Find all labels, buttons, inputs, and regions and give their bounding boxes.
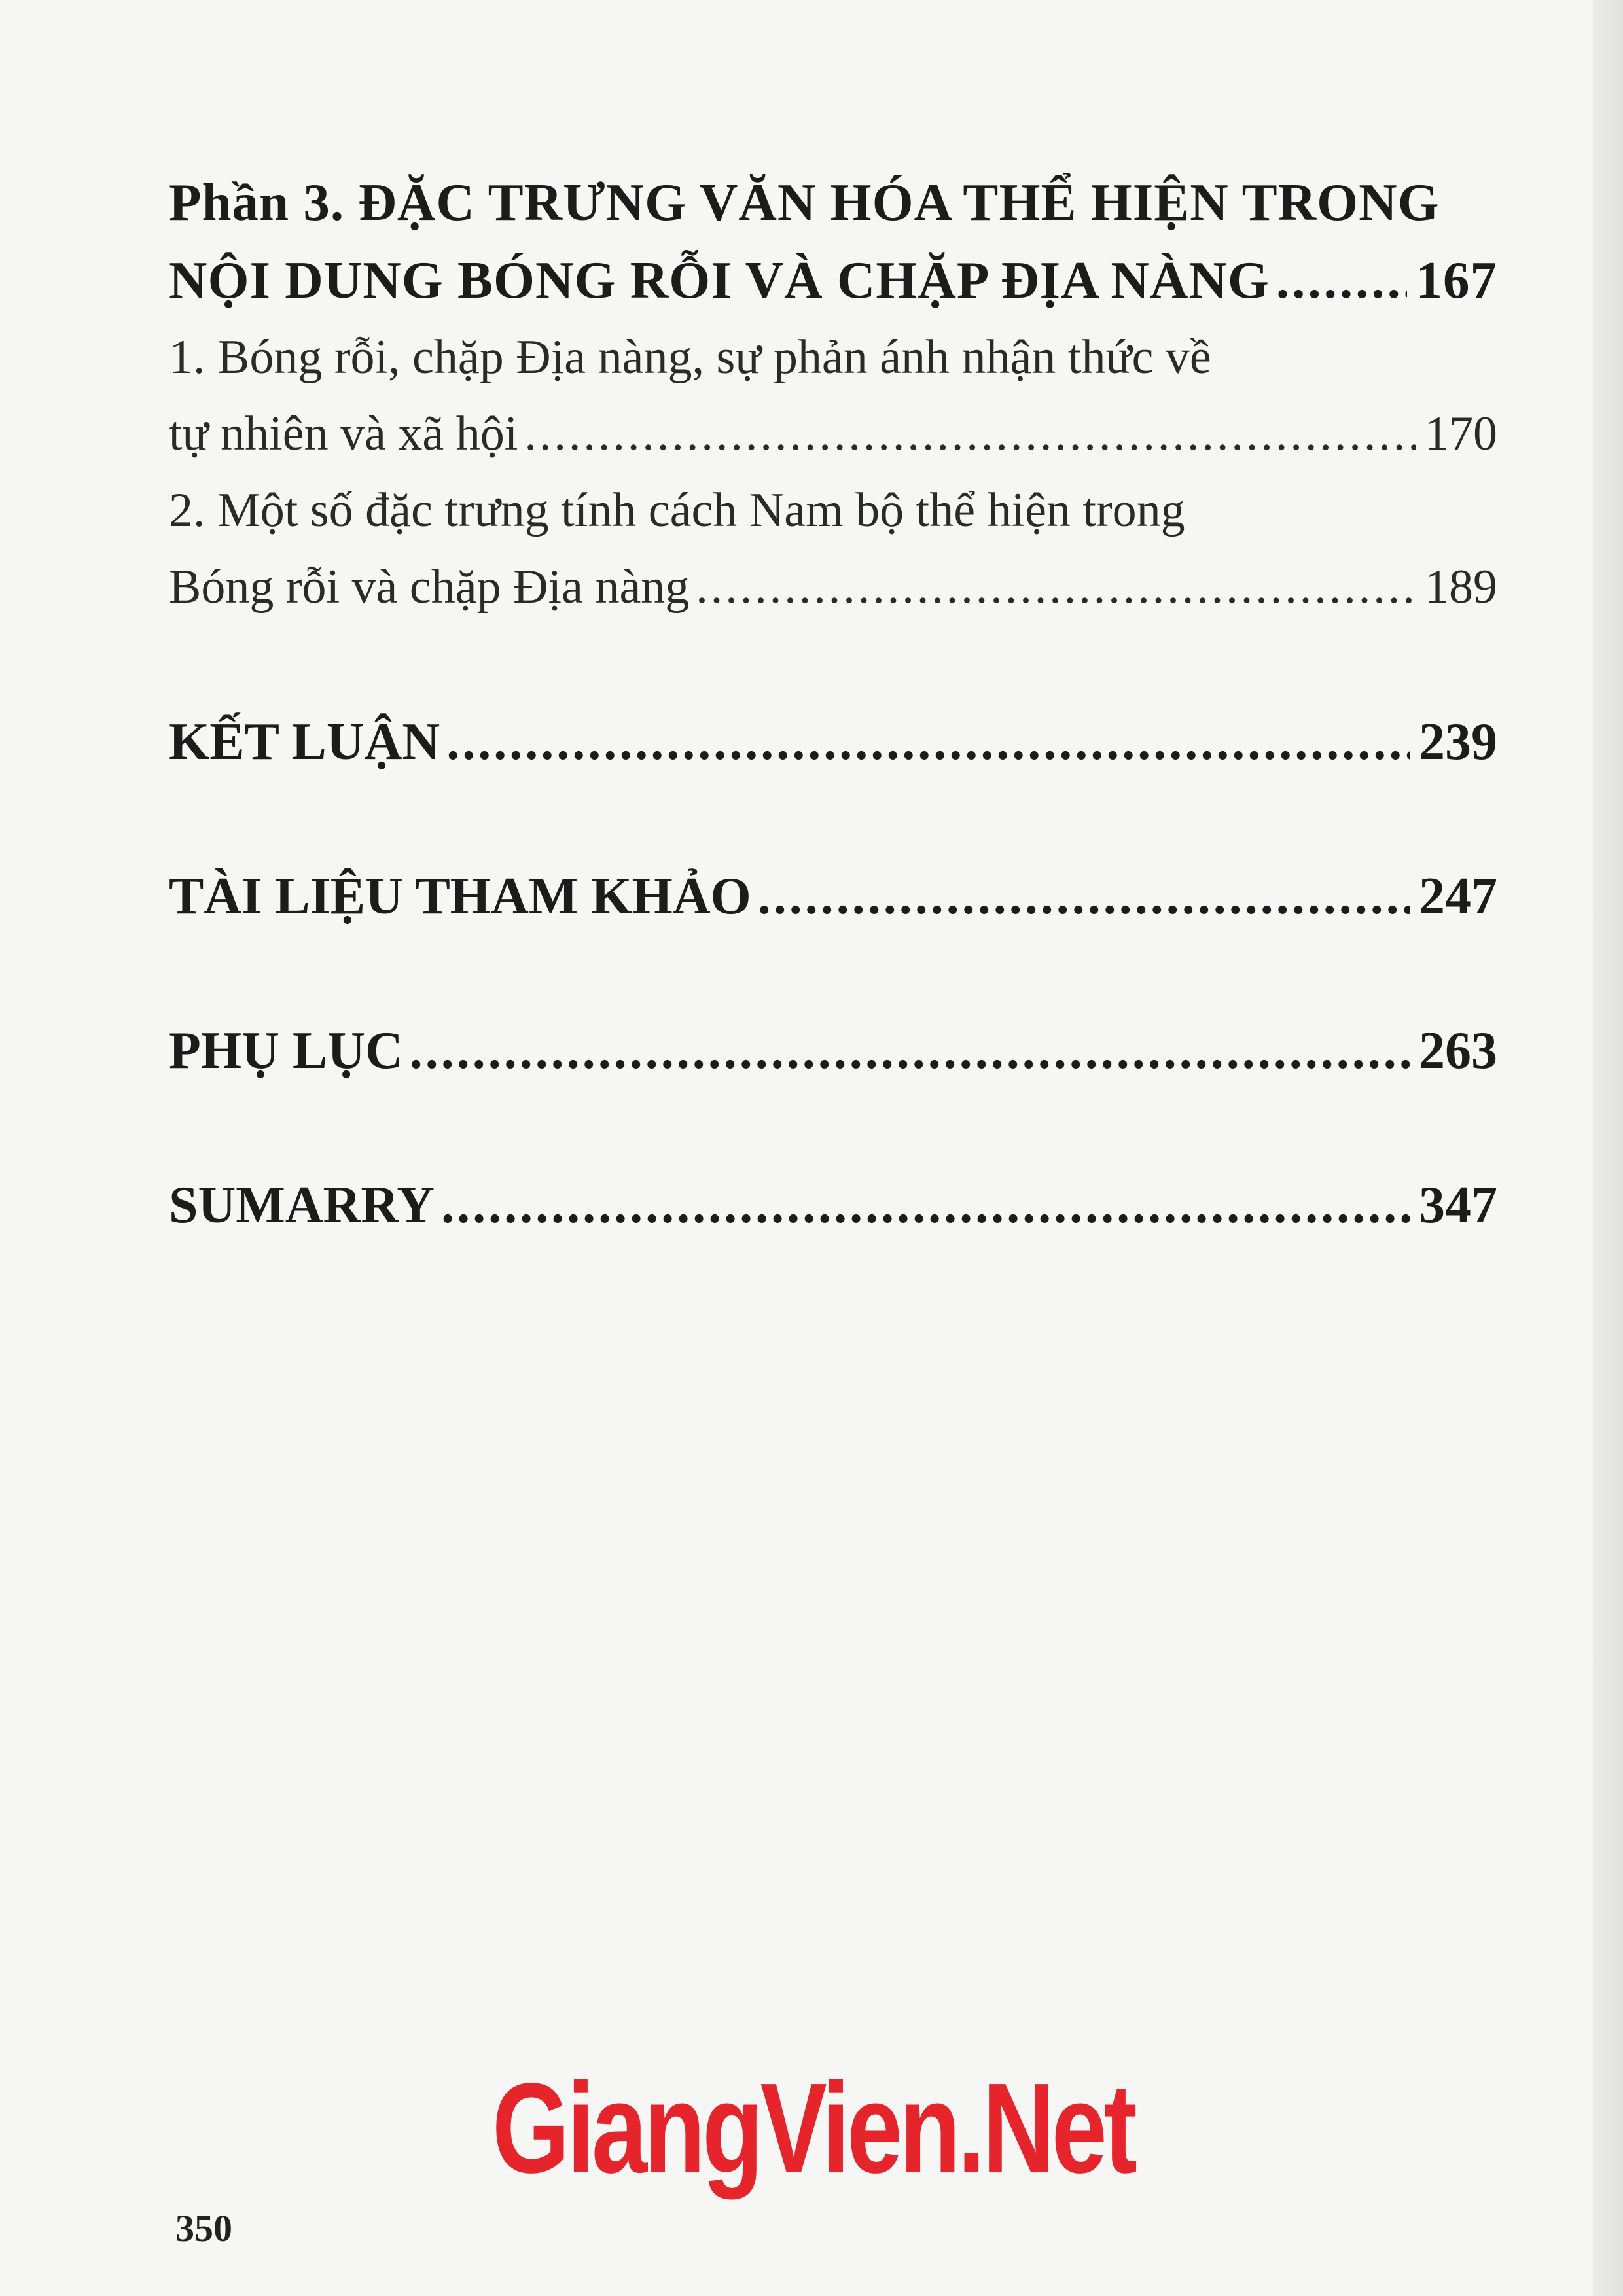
toc-item-2-page: 189 <box>1425 560 1497 614</box>
toc-part3-title-line2[interactable] <box>169 241 1497 319</box>
page-number: 350 <box>175 2207 232 2250</box>
toc-part3-page: 167 <box>1416 251 1497 309</box>
toc-item-2-line1 <box>169 472 1497 549</box>
toc-part3-title-text-cont: NỘI DUNG BÓNG RỖI VÀ CHẶP ĐỊA NÀNG <box>169 251 1270 309</box>
toc-section-page: 347 <box>1419 1176 1497 1234</box>
toc-item-2-text-cont: Bóng rỗi và chặp Địa nàng <box>169 560 690 614</box>
toc-part3-title-line1 <box>169 164 1497 241</box>
toc-item-1-text-cont: tự nhiên và xã hội <box>169 407 518 461</box>
dot-leader <box>441 1166 1410 1245</box>
toc-item-2-line2[interactable] <box>169 549 1497 626</box>
toc-item-1-page: 170 <box>1425 407 1497 461</box>
toc-section-references[interactable] <box>169 857 1497 936</box>
toc-section-title: TÀI LIỆU THAM KHẢO <box>169 868 751 925</box>
toc-item-1-text: 1. Bóng rỗi, chặp Địa nàng, sự phản ánh nhận thức về <box>169 330 1211 384</box>
site-watermark: GiangVien.Net <box>492 2057 1135 2200</box>
dot-leader <box>524 396 1416 472</box>
dot-leader <box>446 703 1410 781</box>
dot-leader <box>410 1012 1410 1090</box>
toc-section-appendix[interactable] <box>169 1012 1497 1090</box>
toc-item-1-line2[interactable] <box>169 396 1497 472</box>
toc-section-conclusion[interactable] <box>169 703 1497 781</box>
toc-item-1-line1 <box>169 319 1497 396</box>
toc-section-page: 239 <box>1419 713 1497 771</box>
dot-leader <box>696 549 1416 626</box>
toc-section-title: SUMARRY <box>169 1176 435 1234</box>
toc-part3-title-text: Phần 3. ĐẶC TRƯNG VĂN HÓA THỂ HIỆN TRONG <box>169 173 1440 232</box>
toc-section-title: KẾT LUẬN <box>169 713 440 771</box>
toc-section-title: PHỤ LỤC <box>169 1022 403 1080</box>
dot-leader <box>1276 241 1407 319</box>
toc-section-page: 263 <box>1419 1022 1497 1080</box>
page-edge-shadow <box>1593 0 1623 2296</box>
dot-leader <box>758 857 1410 936</box>
toc-item-2-text: 2. Một số đặc trưng tính cách Nam bộ thể hiện trong <box>169 484 1185 537</box>
toc-section-summary[interactable] <box>169 1166 1497 1245</box>
toc-section-page: 247 <box>1419 868 1497 925</box>
table-of-contents <box>169 164 1497 1245</box>
